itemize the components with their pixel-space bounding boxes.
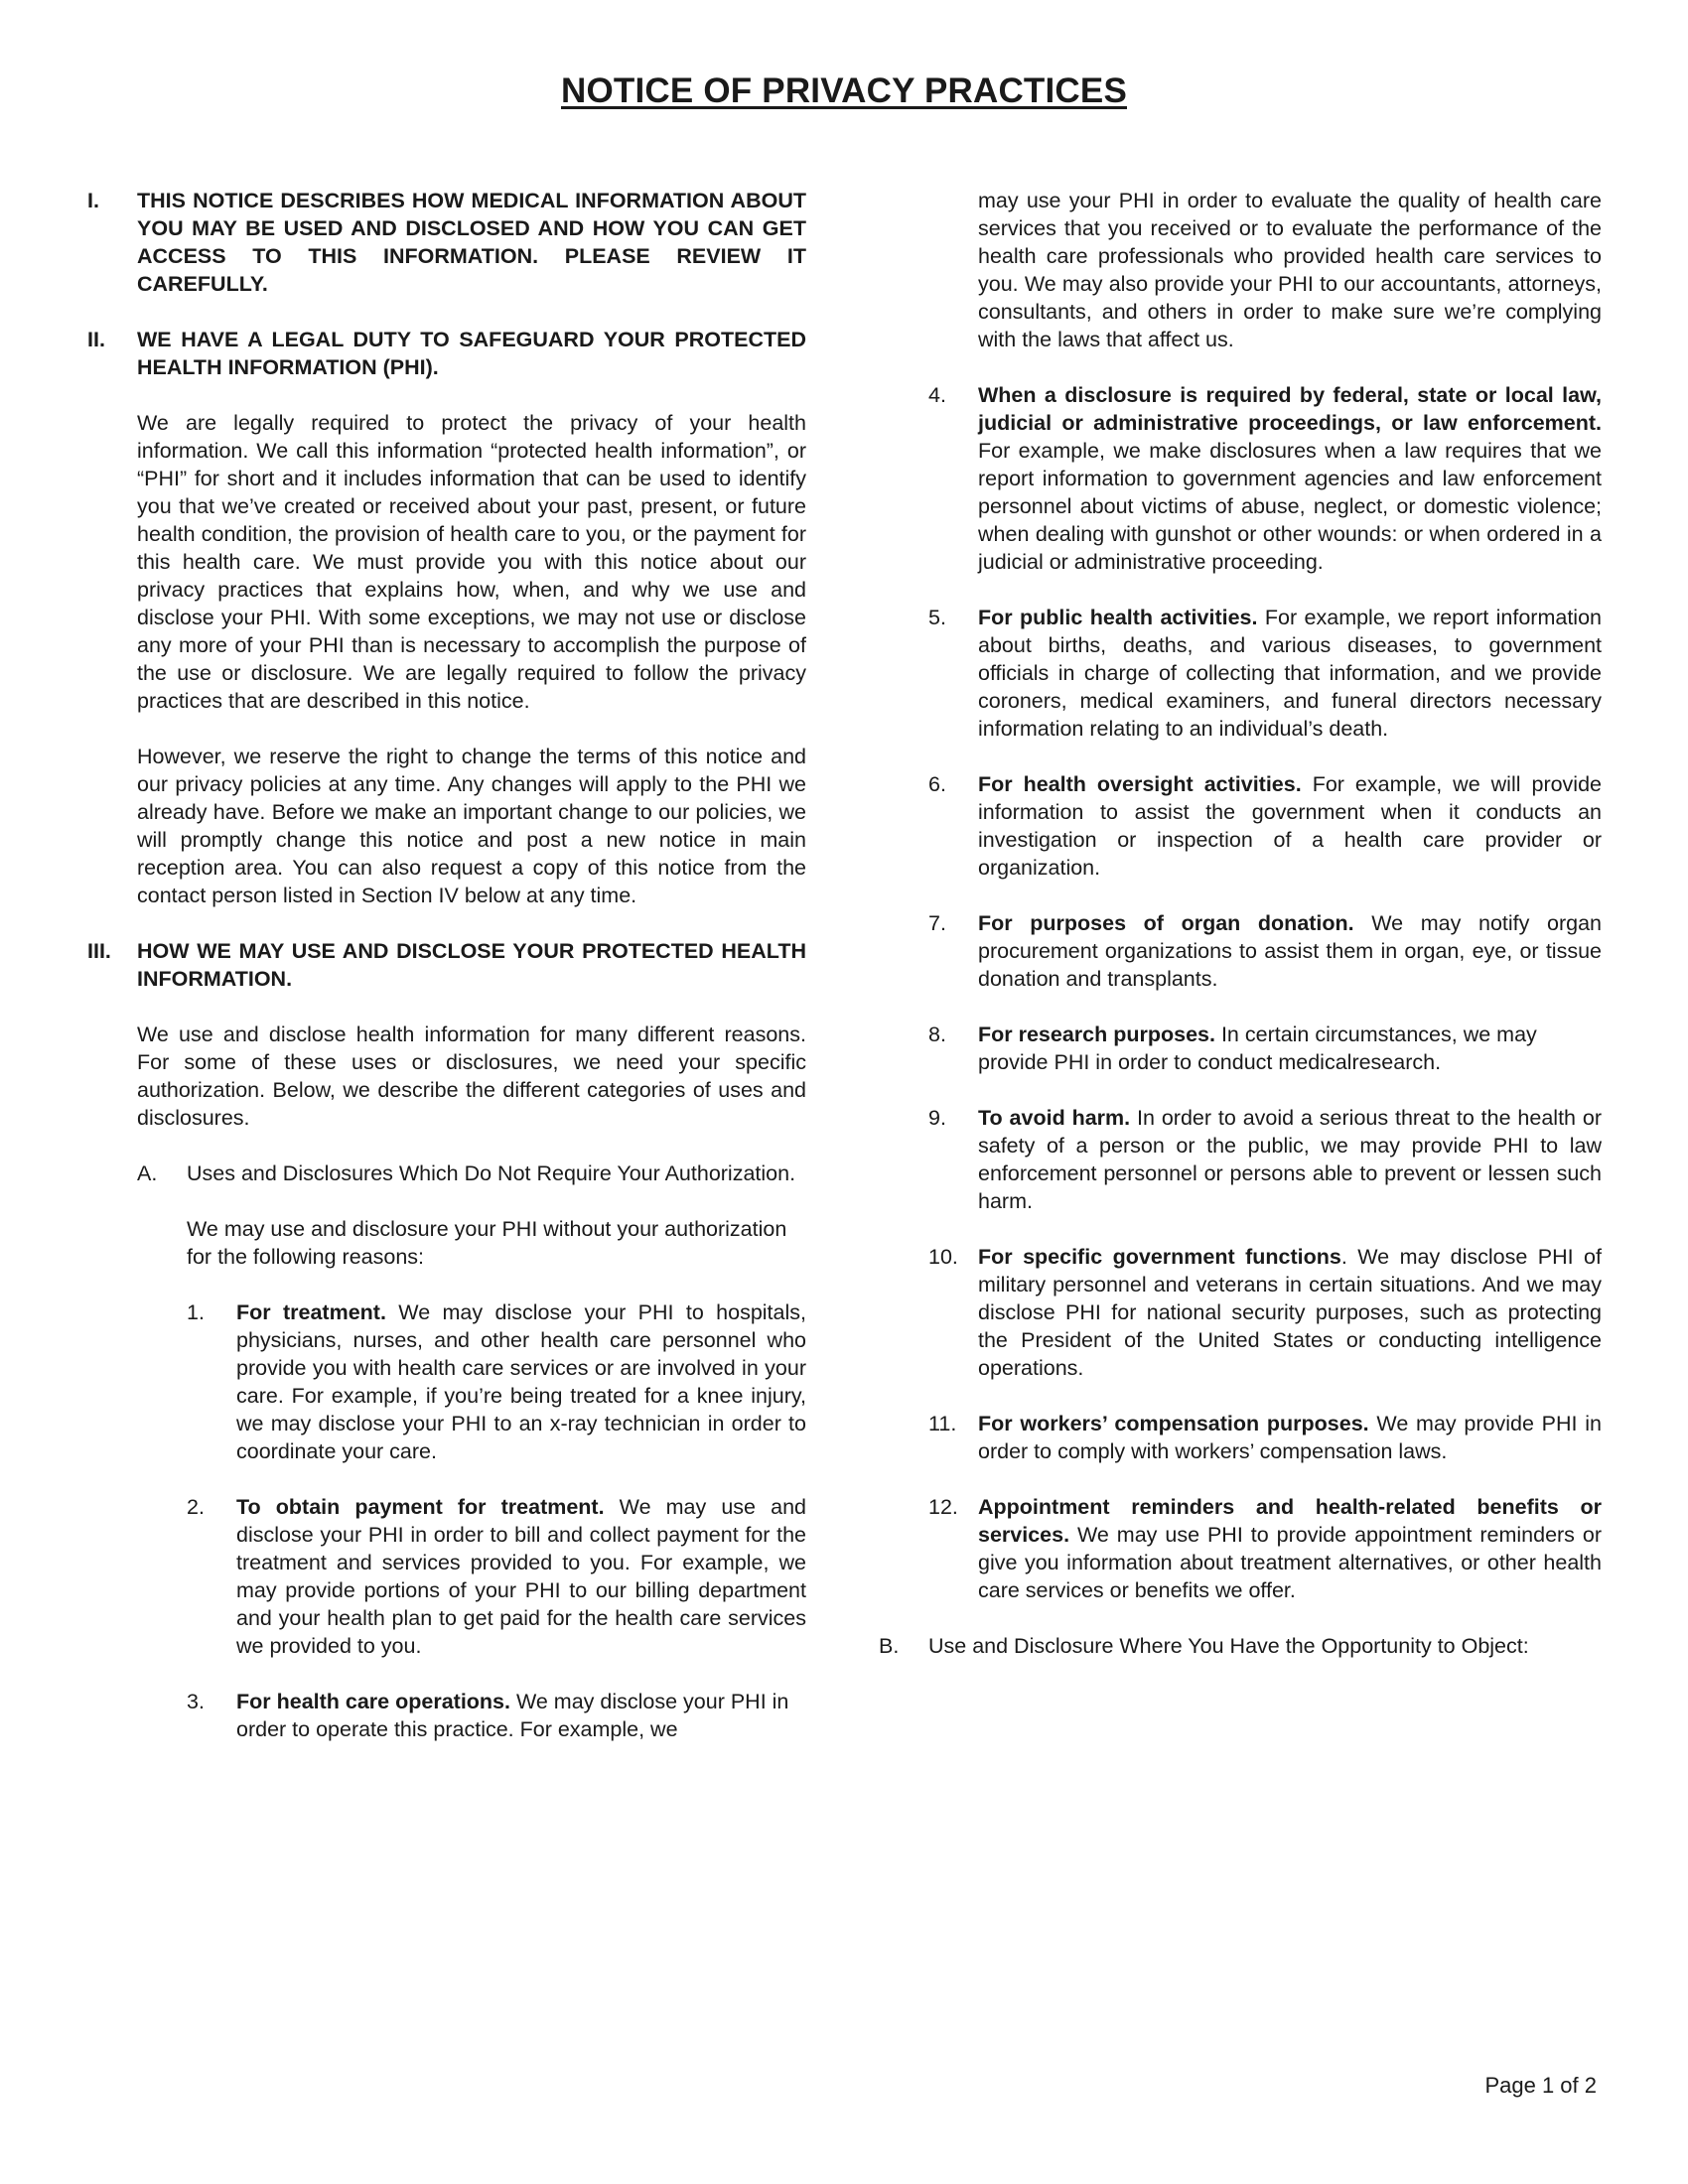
item-text: We may use PHI to provide appointment reminders or give you information about treatment alternatives, or other health care services or benefits we offer. <box>978 1523 1602 1602</box>
item-number: 11. <box>928 1412 957 1435</box>
section-1 <box>87 187 806 298</box>
list-item <box>928 1493 1602 1604</box>
paragraph: We may use and disclosure your PHI without your authorization for the following reasons: <box>187 1217 787 1269</box>
item-number: 3. <box>187 1690 205 1713</box>
item-text: We may provide PHI in order to comply with workers’ compensation laws. <box>978 1412 1603 1463</box>
paragraph: We are legally required to protect the privacy of your health information. We call this information “protected health information”, or “PHI” for short and it includes information that can be used to identify you that we’ve created or received about your past, present, or future health condition, the provision of health care to you, or the payment for this health care. We must provide you with this notice about our privacy practices that explains how, when, and why we use and disclose your PHI. With some exceptions, we may not use or disclose any more of your PHI than is necessary to accomplish the purpose of the use or disclosure. We are legally required to follow the privacy practices that are described in this notice. <box>137 411 806 713</box>
item-heading: When a disclosure is required by federal, state or local law, judicial or administrative proceedings, or law enforcement. <box>978 383 1602 435</box>
left-column <box>87 187 806 1771</box>
item-number: 12. <box>928 1495 958 1519</box>
item-text: In order to avoid a serious threat to the health or safety of a person or the public, we may provide PHI to law enforcement personnel or persons able to prevent or lessen such harm. <box>978 1106 1602 1213</box>
list-item <box>928 604 1602 743</box>
item-continuation: may use your PHI in order to evaluate the quality of health care services that you received or to evaluate the performance of the health care professionals who provided health care services to you. We may also provide your PHI to our accountants, attorneys, consultants, and others in order to make sure we’re complying with the laws that affect us. <box>978 189 1602 351</box>
list-item <box>87 1688 806 1743</box>
item-text: For example, we make disclosures when a law requires that we report information to government agencies and law enforcement personnel about victims of abuse, neglect, or domestic violence; when dealing with gunshot or other wounds: or when ordered in a judicial or administrative proceeding. <box>978 439 1602 574</box>
subsection-heading: Use and Disclosure Where You Have the Opportunity to Object: <box>928 1634 1529 1658</box>
subsection-heading: Uses and Disclosures Which Do Not Require Your Authorization. <box>187 1161 796 1185</box>
item-number: 4. <box>928 383 946 407</box>
item-number: 6. <box>928 772 946 796</box>
list-item <box>928 1104 1602 1215</box>
item-heading: For specific government functions <box>978 1245 1341 1269</box>
item-text: We may disclose your PHI in order to operate this practice. For example, we <box>236 1690 789 1741</box>
item-heading: For treatment. <box>236 1300 386 1324</box>
subsection-a <box>87 1160 806 1187</box>
item-number: 2. <box>187 1495 205 1519</box>
item-text: We may notify organ procurement organizations to assist them in organ, eye, or tissue donation and transplants. <box>978 911 1603 991</box>
right-column <box>879 187 1603 1688</box>
list-item <box>928 381 1602 576</box>
item-text: In certain circumstances, we may provide PHI in order to conduct medicalresearch. <box>978 1023 1537 1074</box>
list-item <box>928 909 1602 993</box>
item-text: For example, we report information about births, deaths, and various diseases, to government officials in charge of collecting that information, and we provide coroners, medical examiners, and funeral directors necessary information relating to an individual’s death. <box>978 606 1602 741</box>
item-number: 10. <box>928 1245 958 1269</box>
paragraph: However, we reserve the right to change the terms of this notice and our privacy policies at any time. Any changes will apply to the PHI we already have. Before we make an important change to our policies, we will promptly change this notice and post a new notice in main reception area. You can also request a copy of this notice from the contact person listed in Section IV below at any time. <box>137 745 806 907</box>
list-item <box>87 1298 806 1465</box>
item-heading: For public health activities. <box>978 606 1258 629</box>
section-number: II. <box>87 328 105 351</box>
list-item <box>928 770 1602 882</box>
item-heading: For health care operations. <box>236 1690 510 1713</box>
item-heading: To avoid harm. <box>978 1106 1131 1130</box>
section-heading: HOW WE MAY USE AND DISCLOSE YOUR PROTECTED HEALTH INFORMATION. <box>137 939 806 991</box>
item-heading: For health oversight activities. <box>978 772 1302 796</box>
section-heading: WE HAVE A LEGAL DUTY TO SAFEGUARD YOUR PROTECTED HEALTH INFORMATION (PHI). <box>137 328 806 379</box>
item-heading: Appointment reminders and health-related benefits or services. <box>978 1495 1602 1547</box>
item-heading: To obtain payment for treatment. <box>236 1495 605 1519</box>
item-number: 5. <box>928 606 946 629</box>
subsection-b <box>879 1632 1602 1660</box>
item-number: 9. <box>928 1106 946 1130</box>
list-item <box>928 1410 1602 1465</box>
item-number: 7. <box>928 911 946 935</box>
subsection-letter: B. <box>879 1634 900 1658</box>
item-text: . We may disclose PHI of military personnel and veterans in certain situations. And we may disclose PHI for national security purposes, such as protecting the President of the United States or conducting intelligence operations. <box>978 1245 1602 1380</box>
subsection-letter: A. <box>137 1161 158 1185</box>
item-heading: For research purposes. <box>978 1023 1215 1046</box>
list-item <box>87 1493 806 1660</box>
item-text: We may use and disclose your PHI in order to bill and collect payment for the treatment and services provided to you. For example, we may provide portions of your PHI to our billing department and your health plan to get paid for the health care services we provided to you. <box>236 1495 806 1658</box>
item-number: 1. <box>187 1300 205 1324</box>
paragraph: We use and disclose health information for many different reasons. For some of these uses or disclosures, we need your specific authorization. Below, we describe the different categories of uses and disclosures. <box>137 1023 806 1130</box>
section-number: I. <box>87 189 99 212</box>
item-number: 8. <box>928 1023 946 1046</box>
list-item <box>928 1021 1602 1076</box>
list-item <box>928 1243 1602 1382</box>
section-number: III. <box>87 939 111 963</box>
page-title: NOTICE OF PRIVACY PRACTICES <box>561 71 1127 110</box>
item-heading: For purposes of organ donation. <box>978 911 1354 935</box>
section-2-heading <box>87 326 806 381</box>
item-text: We may disclose your PHI to hospitals, physicians, nurses, and other health care personnel who provide you with health care services or are involved in your care. For example, if you’re being treated for a knee injury, we may disclose your PHI to an x-ray technician in order to coordinate your care. <box>236 1300 806 1463</box>
item-heading: For workers’ compensation purposes. <box>978 1412 1369 1435</box>
page-number: Page 1 of 2 <box>1484 2073 1597 2098</box>
section-heading: THIS NOTICE DESCRIBES HOW MEDICAL INFORMATION ABOUT YOU MAY BE USED AND DISCLOSED AND HOW YOU CAN GET ACCESS TO THIS INFORMATION. PLEASE REVIEW IT CAREFULLY. <box>137 189 806 296</box>
item-text: For example, we will provide information to assist the government when it conducts an investigation or inspection of a health care provider or organization. <box>978 772 1603 880</box>
section-3-heading <box>87 937 806 993</box>
